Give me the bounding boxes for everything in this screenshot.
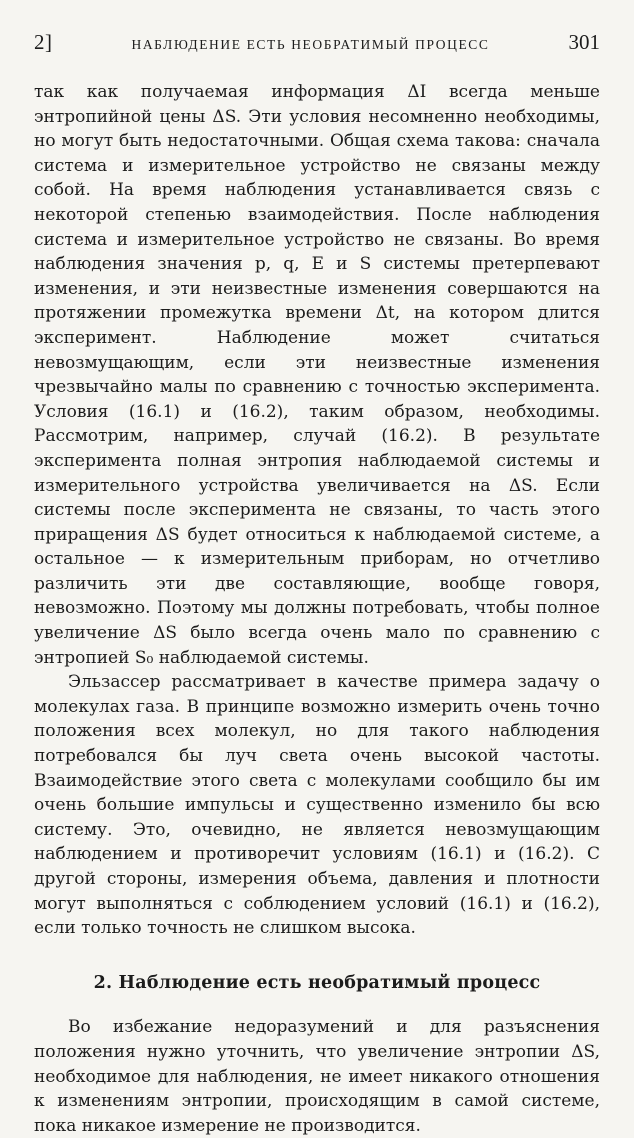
chapter-number: 2] <box>34 30 53 54</box>
book-page <box>34 30 600 1138</box>
running-head <box>34 30 600 58</box>
running-title: НАБЛЮДЕНИЕ ЕСТЬ НЕОБРАТИМЫЙ ПРОЦЕСС <box>131 37 490 52</box>
paragraph-elsasser: Эльзассер рассматривает в качестве примера задачу о молекулах газа. В принципе возможно измерить очень точно положения всех молекул, но для такого наблюдения потребовался бы луч света очень высокой частоты. Взаимодействие этого света с молекулами сообщило бы им очень большие импульсы и существенно изменило бы всю систему. Это, очевидно, не является невозмущающим наблюдением и противоречит условиям (16.1) и (16.2). С другой стороны, измерения объема, давления и плотности могут выполняться с соблюдением условий (16.1) и (16.2), если только точность не слишком высока. <box>34 672 600 939</box>
paragraph-continued: так как получаемая информация ΔI всегда меньше энтропийной цены ΔS. Эти условия несомненно необходимы, но могут быть недостаточными. Общая схема такова: сначала система и измерительное устройство не связаны между собой. На время наблюдения устанавливается связь с некоторой степенью взаимодействия. После наблюдения система и измерительное устройство не связаны. Во время наблюдения значения p, q, E и S системы претерпевают изменения, и эти неизвестные изменения совершаются на протяжении промежутка времени Δt, на котором длится эксперимент. Наблюдение может считаться невозмущающим, если эти неизвестные изменения чрезвычайно малы по сравнению с точностью эксперимента. Условия (16.1) и (16.2), таким образом, необходимы. Рассмотрим, например, случай (16.2). В результате эксперимента полная энтропия наблюдаемой системы и измерительного устройства увеличивается на ΔS. Если системы после эксперимента не связаны, то часть этого приращения ΔS будет относиться к наблюдаемой системе, а остальное — к измерительным приборам, но отчетливо различить эти две составляющие, вообще говоря, невозможно. Поэтому мы должны потребовать, чтобы полное увеличение ΔS было всегда очень мало по сравнению с энтропией S₀ наблюдаемой системы. <box>34 82 600 668</box>
page-number: 301 <box>568 30 600 54</box>
section-heading: 2. Наблюдение есть необратимый процесс <box>93 972 541 993</box>
body-text <box>34 80 600 1138</box>
section-paragraph: Во избежание недоразумений и для разъяснения положения нужно уточнить, что увеличение энтропии ΔS, необходимое для наблюдения, не имеет никакого отношения к изменениям энтропии, происходящим в самой системе, пока никакое измерение не производится. <box>34 1017 600 1136</box>
